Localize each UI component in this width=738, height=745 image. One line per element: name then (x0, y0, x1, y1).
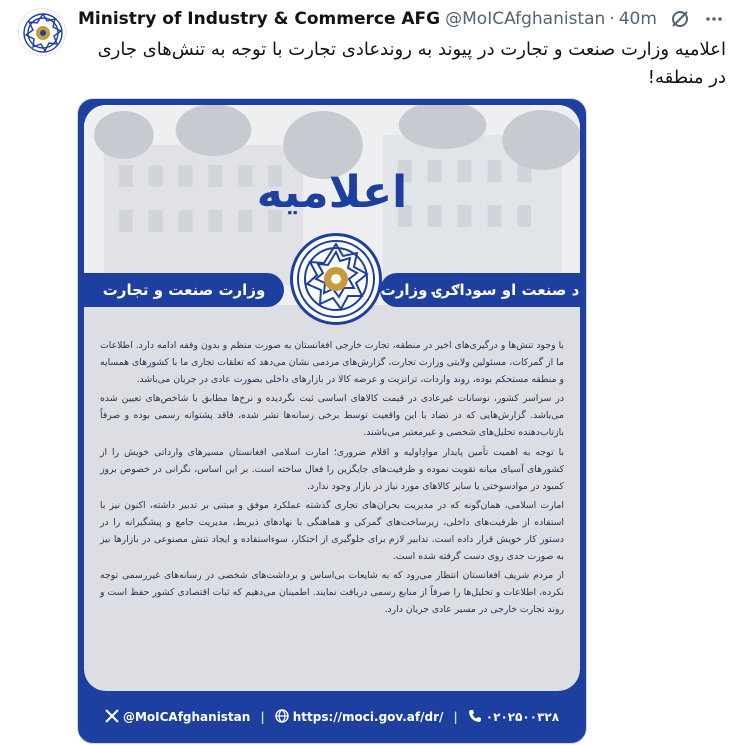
poster-title: اعلامیه (256, 167, 408, 218)
tweet-text: اعلامیه وزارت صنعت و تجارت در پیوند به روندعادی تجارت با توجه به تنش‌های جاری در منطقه! (97, 39, 726, 88)
footer-phone (468, 709, 559, 726)
paragraph: از مردم شریف افغانستان انتظار می‌رود که به شایعات بی‌اساس و برداشت‌های شخصی در رسانه‌های غیررسمی توجه نکرده، اطلاعات و تحلیل‌ها را صرفاً از منابع رسمی دریافت نمایند. اطمینان می‌دهیم که ثبات اقتصادی کشور حفظ است و روند تجارت خارجی در مسیر عادی جریان دارد. (100, 570, 564, 616)
poster-footer (78, 691, 586, 743)
phone-icon (468, 709, 482, 726)
globe-icon (275, 709, 289, 726)
ribbon-dari: وزارت صنعت و تجارت (84, 273, 284, 307)
ministry-seal-logo (290, 233, 382, 325)
paragraph: در سراسر کشور، نوسانات غیرعادی در قیمت کالاهای اساسی ثبت نگردیده و نرخ‌ها مطابق با شاخص‌های تعیین شده می‌باشد. گزارش‌هایی که در تضاد با این واقعیت توسط برخی رسانه‌ها نشر شده، فاقد پشتوانه رسمی بوده و صرفاً بازتاب‌دهنده تحلیل‌های شخصی و غیرمعتبر می‌باشند. (100, 393, 564, 439)
footer-website (275, 709, 444, 726)
footer-twitter-handle: @MoICAfghanistan (122, 710, 251, 724)
grok-icon[interactable] (670, 9, 690, 29)
announcement-body (100, 337, 564, 621)
header-actions (670, 9, 724, 29)
post-time[interactable]: 40m (618, 9, 657, 29)
more-icon[interactable] (704, 9, 724, 29)
x-logo-icon (105, 709, 119, 726)
paragraph: امارت اسلامی، همان‌گونه که در مدیریت بحران‌های تجاری گذشته عملکرد موفق و مبتنی بر تدبیر داشته، اکنون نیز با استفاده از ظرفیت‌های داخلی، زیرساخت‌های گمرکی و هماهنگی با نهادهای ذیربط، مدیریت جامع و پیشگیرانه را در دستور کار خویش قرار داده است. تدابیر لازم برای جلوگیری از احتکار، سوءاستفاده و ایجاد تنش مصنوعی در بازارها نیز به صورت جدی روی دست گرفته شده است. (100, 499, 564, 563)
separator-dot: · (609, 9, 615, 29)
author-handle[interactable]: @MoICAfghanistan (445, 9, 606, 29)
tweet-header (78, 8, 724, 30)
footer-divider: | (260, 710, 265, 724)
avatar[interactable] (18, 8, 66, 56)
footer-website-url: https://moci.gov.af/dr/ (292, 710, 444, 724)
footer-phone-number: ۰۲۰۲۵۰۰۳۲۸ (485, 710, 560, 724)
author-name[interactable]: Ministry of Industry & Commerce AFG (78, 9, 441, 29)
poster-panel (84, 105, 580, 691)
paragraph: با وجود تنش‌ها و درگیری‌های اخیر در منطقه، تجارت خارجی افغانستان به صورت منظم و بدون وقفه ادامه دارد. اطلاعات ما از گمرکات، مسئولین ولایتی وزارت تجارت، گزارش‌های مردمی نشان می‌دهد که تعلقات تجاری ما با کشورهای همسایه و منطقه مستحکم بوده، روند واردات، ترانزیت و عرضه کالا در بازارهای داخلی بصورت عادی در جریان می‌باشد. (100, 340, 564, 386)
paragraph: با توجه به اهمیت تأمین پایدار موادِاولیه و اقلام ضروری؛ امارت اسلامی افغانستان مسیرهای وارداتی خویش را از کشورهای آسیای میانه تقویت نموده و ظرفیت‌های جایگزین را فعال ساخته است. بر این اساس، نگرانی در خصوص بروز کمبود در موادسوختی یا سایر کالاهای مورد نیاز در بازار وجود ندارد. (100, 446, 564, 492)
footer-twitter (105, 709, 250, 726)
footer-divider: | (453, 710, 458, 724)
tweet-media-image[interactable] (77, 98, 587, 744)
ribbon-pashto: د صنعت او سوداګرۍ وزارت (380, 273, 580, 307)
